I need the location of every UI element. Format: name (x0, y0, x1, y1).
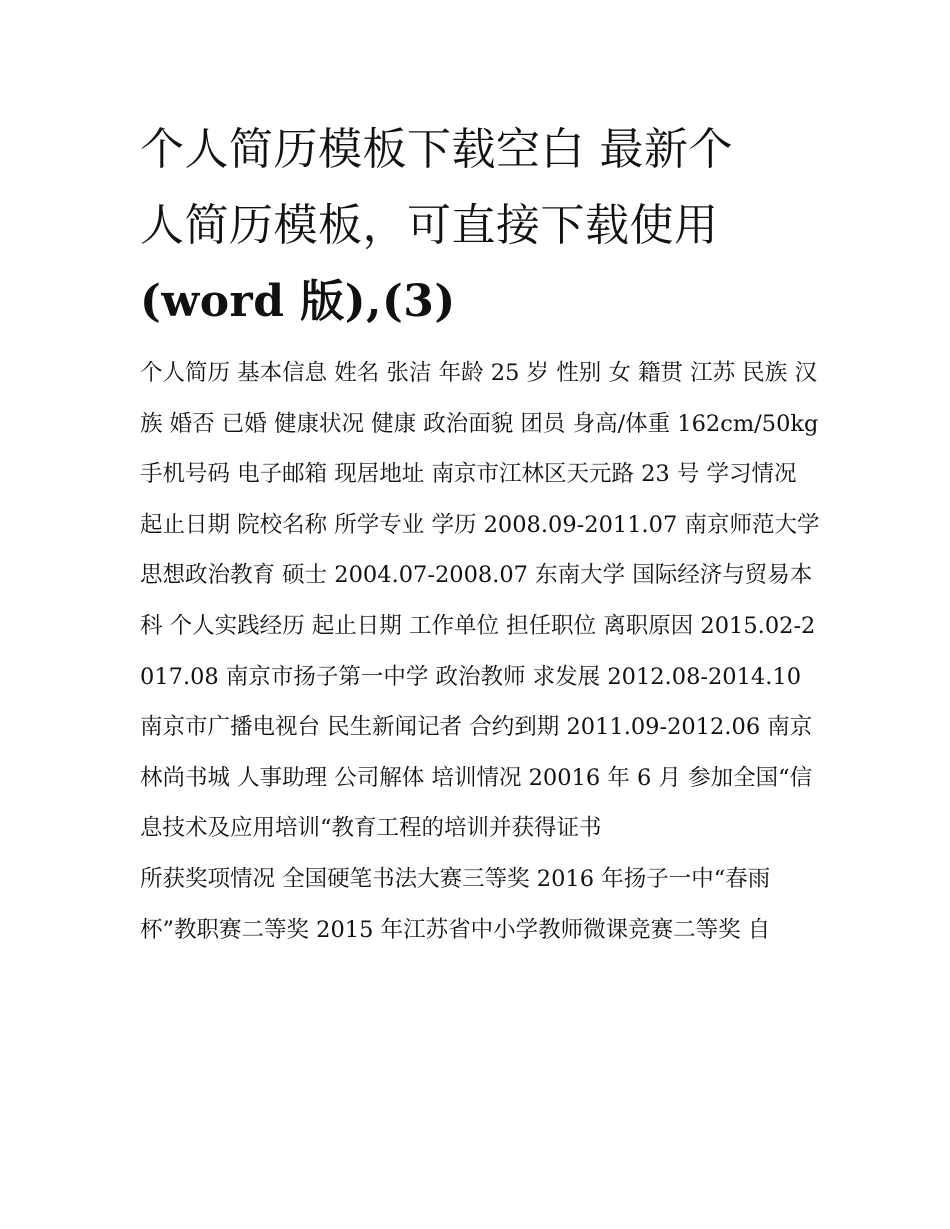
paragraph-experience-training: 思想政治教育 硕士 2004.07-2008.07 东南大学 国际经济与贸易本科 个人实践经历 起止日期 工作单位 担任职位 离职原因 2015.02-2017.08 南京市扬子第一中学 政治教师 求发展 2012.08-2014.10 南京市广播电视台 民生新闻记者 合约到期 2011.09-2012.06 南京林尚书城 人事助理 公司解体 培训情况 20016 年 6 月 参加全国“信息技术及应用培训“教育工程的培训并获得证书 (140, 562, 816, 842)
paragraph-basic-info: 个人简历 基本信息 姓名 张洁 年龄 25 岁 性别 女 籍贯 江苏 民族 汉族 婚否 已婚 健康状况 健康 政治面貌 团员 身高/体重 162cm/50kg (140, 360, 819, 437)
document-body (140, 112, 820, 955)
title-line-3: (word 版),(3) (140, 276, 456, 327)
document-title (140, 112, 820, 340)
paragraph-awards: 所获奖项情况 全国硬笔书法大赛三等奖 2016 年扬子一中“春雨杯”教职赛二等奖 2015 年江苏省中小学教师微课竞赛二等奖 自 (140, 865, 771, 943)
title-line-1: 个人简历模板下载空白 最新个 (140, 124, 733, 175)
title-line-2: 人简历模板，可直接下载使用 (140, 200, 719, 251)
paragraph-contact-education: 手机号码 电子邮箱 现居地址 南京市江林区天元路 23 号 学习情况 起止日期 院校名称 所学专业 学历 2008.09-2011.07 南京师范大学 (140, 461, 820, 538)
